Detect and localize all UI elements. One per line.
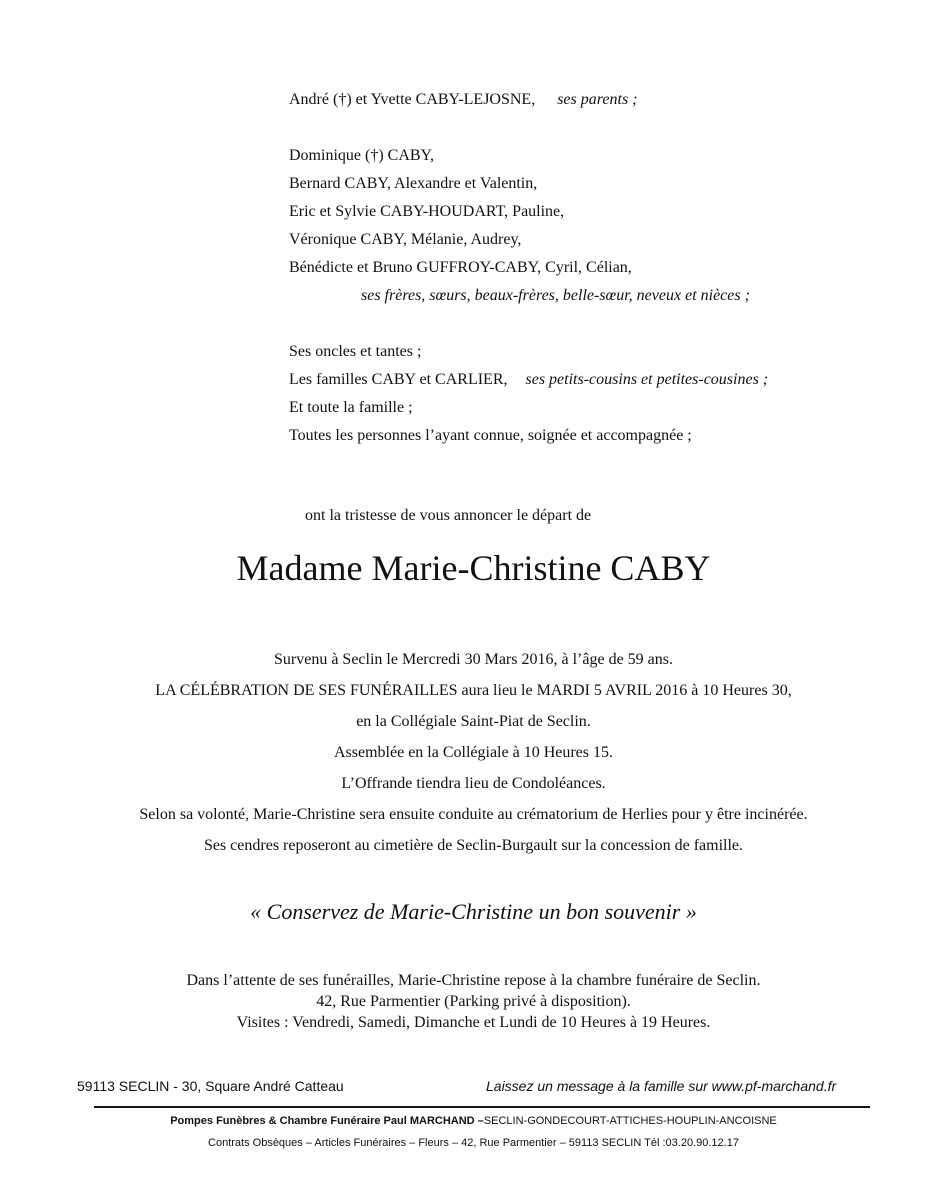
footer-company xyxy=(0,1112,947,1130)
families-names: Les familles CABY et CARLIER, xyxy=(289,371,508,388)
sibling-line: Dominique (†) CABY, xyxy=(289,147,435,164)
footer-divider xyxy=(94,1106,870,1108)
footer-company-name: Pompes Funèbres & Chambre Funéraire Paul MARCHAND – xyxy=(170,1115,484,1127)
detail-line: Assemblée en la Collégiale à 10 Heures 15. xyxy=(333,744,614,761)
detail-line: Ses cendres reposeront au cimetière de Seclin-Burgault sur la concession de famille. xyxy=(203,837,744,854)
whole-family-line: Et toute la famille ; xyxy=(289,399,413,416)
detail-line: en la Collégiale Saint-Piat de Seclin. xyxy=(356,713,591,730)
footer-company-towns: SECLIN-GONDECOURT-ATTICHES-HOUPLIN-ANCOISNE xyxy=(483,1115,777,1127)
footer-message: Laissez un message à la famille sur www.pf-marchand.fr xyxy=(486,1078,837,1094)
others-line: Toutes les personnes l’ayant connue, soignée et accompagnée ; xyxy=(289,427,692,444)
sibling-line: Bénédicte et Bruno GUFFROY-CABY, Cyril, Célian, xyxy=(289,259,632,276)
sibling-line: Véronique CABY, Mélanie, Audrey, xyxy=(289,231,522,248)
sibling-line: Bernard CABY, Alexandre et Valentin, xyxy=(289,175,538,192)
detail-line: L’Offrande tiendra lieu de Condoléances. xyxy=(341,775,606,792)
parents-line xyxy=(289,86,638,114)
footer-address: 59113 SECLIN - 30, Square André Catteau xyxy=(77,1078,344,1094)
deceased-name: Madame Marie-Christine CABY xyxy=(236,548,711,588)
parents-role: ses parents ; xyxy=(557,91,638,108)
footer-services: Contrats Obsèques – Articles Funéraires – Fleurs – 42, Rue Parmentier – 59113 SECLIN Tél :03.20.90.12.17 xyxy=(208,1137,739,1149)
visit-line: Dans l’attente de ses funérailles, Marie-Christine repose à la chambre funéraire de Seclin. xyxy=(186,972,761,989)
siblings-role: ses frères, sœurs, beaux-frères, belle-sœur, neveux et nièces ; xyxy=(361,287,750,304)
announcement-intro: ont la tristesse de vous annoncer le départ de xyxy=(305,507,592,524)
families-line xyxy=(289,366,768,394)
visit-line: 42, Rue Parmentier (Parking privé à disposition). xyxy=(316,993,631,1010)
detail-line: Survenu à Seclin le Mercredi 30 Mars 2016, à l’âge de 59 ans. xyxy=(274,651,673,668)
families-role: ses petits-cousins et petites-cousines ; xyxy=(525,371,769,388)
detail-line: Selon sa volonté, Marie-Christine sera ensuite conduite au crématorium de Herlies pour y être incinérée. xyxy=(139,806,808,823)
sibling-line: Eric et Sylvie CABY-HOUDART, Pauline, xyxy=(289,203,565,220)
parents-names: André (†) et Yvette CABY-LEJOSNE, xyxy=(289,91,536,108)
detail-line: LA CÉLÉBRATION DE SES FUNÉRAILLES aura lieu le MARDI 5 AVRIL 2016 à 10 Heures 30, xyxy=(155,682,792,699)
memorial-quote: « Conservez de Marie-Christine un bon souvenir » xyxy=(250,899,697,924)
visit-line: Visites : Vendredi, Samedi, Dimanche et Lundi de 10 Heures à 19 Heures. xyxy=(236,1014,711,1031)
uncles-line: Ses oncles et tantes ; xyxy=(289,343,422,360)
